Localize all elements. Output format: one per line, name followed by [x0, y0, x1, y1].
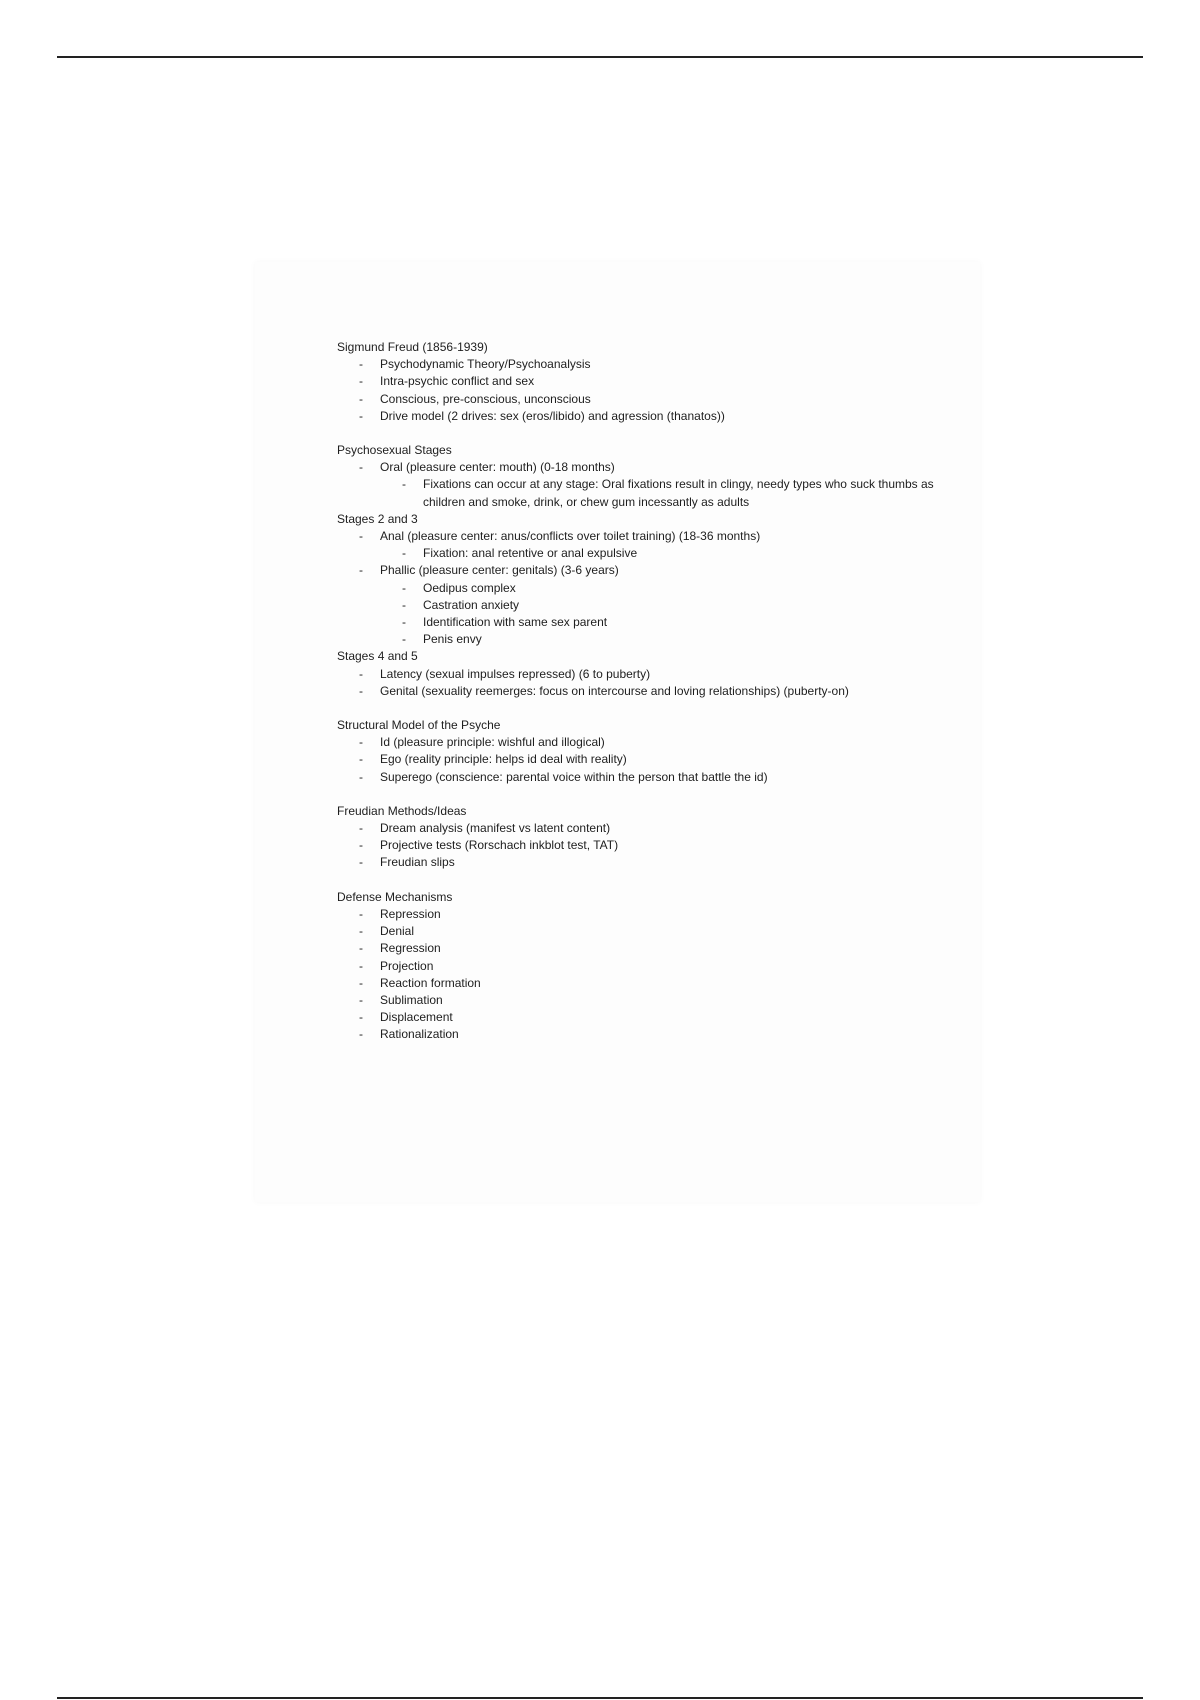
- section-defense-mechanisms: [337, 889, 957, 1044]
- section-stages-4-5: [337, 648, 957, 700]
- section-heading: Freudian Methods/Ideas: [337, 803, 467, 818]
- list-item: - Drive model (2 drives: sex (eros/libido) and agression (thanatos)): [337, 408, 957, 425]
- section-heading: Stages 2 and 3: [337, 511, 418, 526]
- sub-list-item: - Fixation: anal retentive or anal expulsive: [380, 545, 957, 562]
- section-heading: Stages 4 and 5: [337, 649, 418, 664]
- sub-bullet-list: [380, 476, 957, 510]
- list-item: - Sublimation: [337, 992, 957, 1009]
- list-item: - Latency (sexual impulses repressed) (6 to puberty): [337, 666, 957, 683]
- list-item: [337, 459, 957, 511]
- bullet-list: [337, 734, 957, 786]
- list-item: - Superego (conscience: parental voice within the person that battle the id): [337, 769, 957, 786]
- list-item: - Ego (reality principle: helps id deal with reality): [337, 751, 957, 768]
- list-item: - Regression: [337, 940, 957, 957]
- sub-list-item: - Penis envy: [380, 631, 957, 648]
- section-freudian-methods: [337, 803, 957, 872]
- bullet-list: [337, 666, 957, 700]
- list-item-text: Anal (pleasure center: anus/conflicts over toilet training) (18-36 months): [380, 529, 761, 544]
- sub-list-item: - Castration anxiety: [380, 597, 957, 614]
- list-item: [337, 562, 957, 648]
- list-item: - Projective tests (Rorschach inkblot test, TAT): [337, 837, 957, 854]
- list-item: - Conscious, pre-conscious, unconscious: [337, 391, 957, 408]
- list-item: - Id (pleasure principle: wishful and illogical): [337, 734, 957, 751]
- list-item: - Repression: [337, 906, 957, 923]
- sub-list-item: - Fixations can occur at any stage: Oral fixations result in clingy, needy types who suck thumbs as children and smoke, drink, or chew gum incessantly as adults: [380, 476, 957, 510]
- section-psychosexual-stages: [337, 442, 957, 511]
- list-item: - Displacement: [337, 1009, 957, 1026]
- section-structural-model: [337, 717, 957, 786]
- list-item: - Psychodynamic Theory/Psychoanalysis: [337, 356, 957, 373]
- sub-bullet-list: [380, 545, 957, 562]
- list-item: - Genital (sexuality reemerges: focus on intercourse and loving relationships) (puberty-on): [337, 683, 957, 700]
- list-item: - Reaction formation: [337, 975, 957, 992]
- list-item-text: Phallic (pleasure center: genitals) (3-6 years): [380, 563, 619, 578]
- section-heading: Psychosexual Stages: [337, 443, 452, 458]
- list-item-text: Oral (pleasure center: mouth) (0-18 months): [380, 460, 615, 475]
- sub-bullet-list: [380, 580, 957, 649]
- notes-content: [337, 339, 957, 1044]
- list-item: [337, 528, 957, 562]
- section-heading: Structural Model of the Psyche: [337, 718, 501, 733]
- list-item: - Dream analysis (manifest vs latent content): [337, 820, 957, 837]
- list-item: - Freudian slips: [337, 854, 957, 871]
- bullet-list: [337, 459, 957, 511]
- list-item: - Rationalization: [337, 1026, 957, 1043]
- section-stages-2-3: [337, 511, 957, 649]
- section-heading: Defense Mechanisms: [337, 889, 453, 904]
- top-rule: [57, 56, 1143, 58]
- section-freud: [337, 339, 957, 425]
- embedded-notes-page: [255, 262, 980, 1202]
- bullet-list: [337, 528, 957, 648]
- bullet-list: [337, 820, 957, 872]
- bottom-rule: [57, 1697, 1143, 1699]
- section-heading: Sigmund Freud (1856-1939): [337, 340, 488, 354]
- bullet-list: [337, 356, 957, 425]
- bullet-list: [337, 906, 957, 1044]
- list-item: - Denial: [337, 923, 957, 940]
- sub-list-item: - Oedipus complex: [380, 580, 957, 597]
- list-item: - Intra-psychic conflict and sex: [337, 373, 957, 390]
- list-item: - Projection: [337, 958, 957, 975]
- sub-list-item: - Identification with same sex parent: [380, 614, 957, 631]
